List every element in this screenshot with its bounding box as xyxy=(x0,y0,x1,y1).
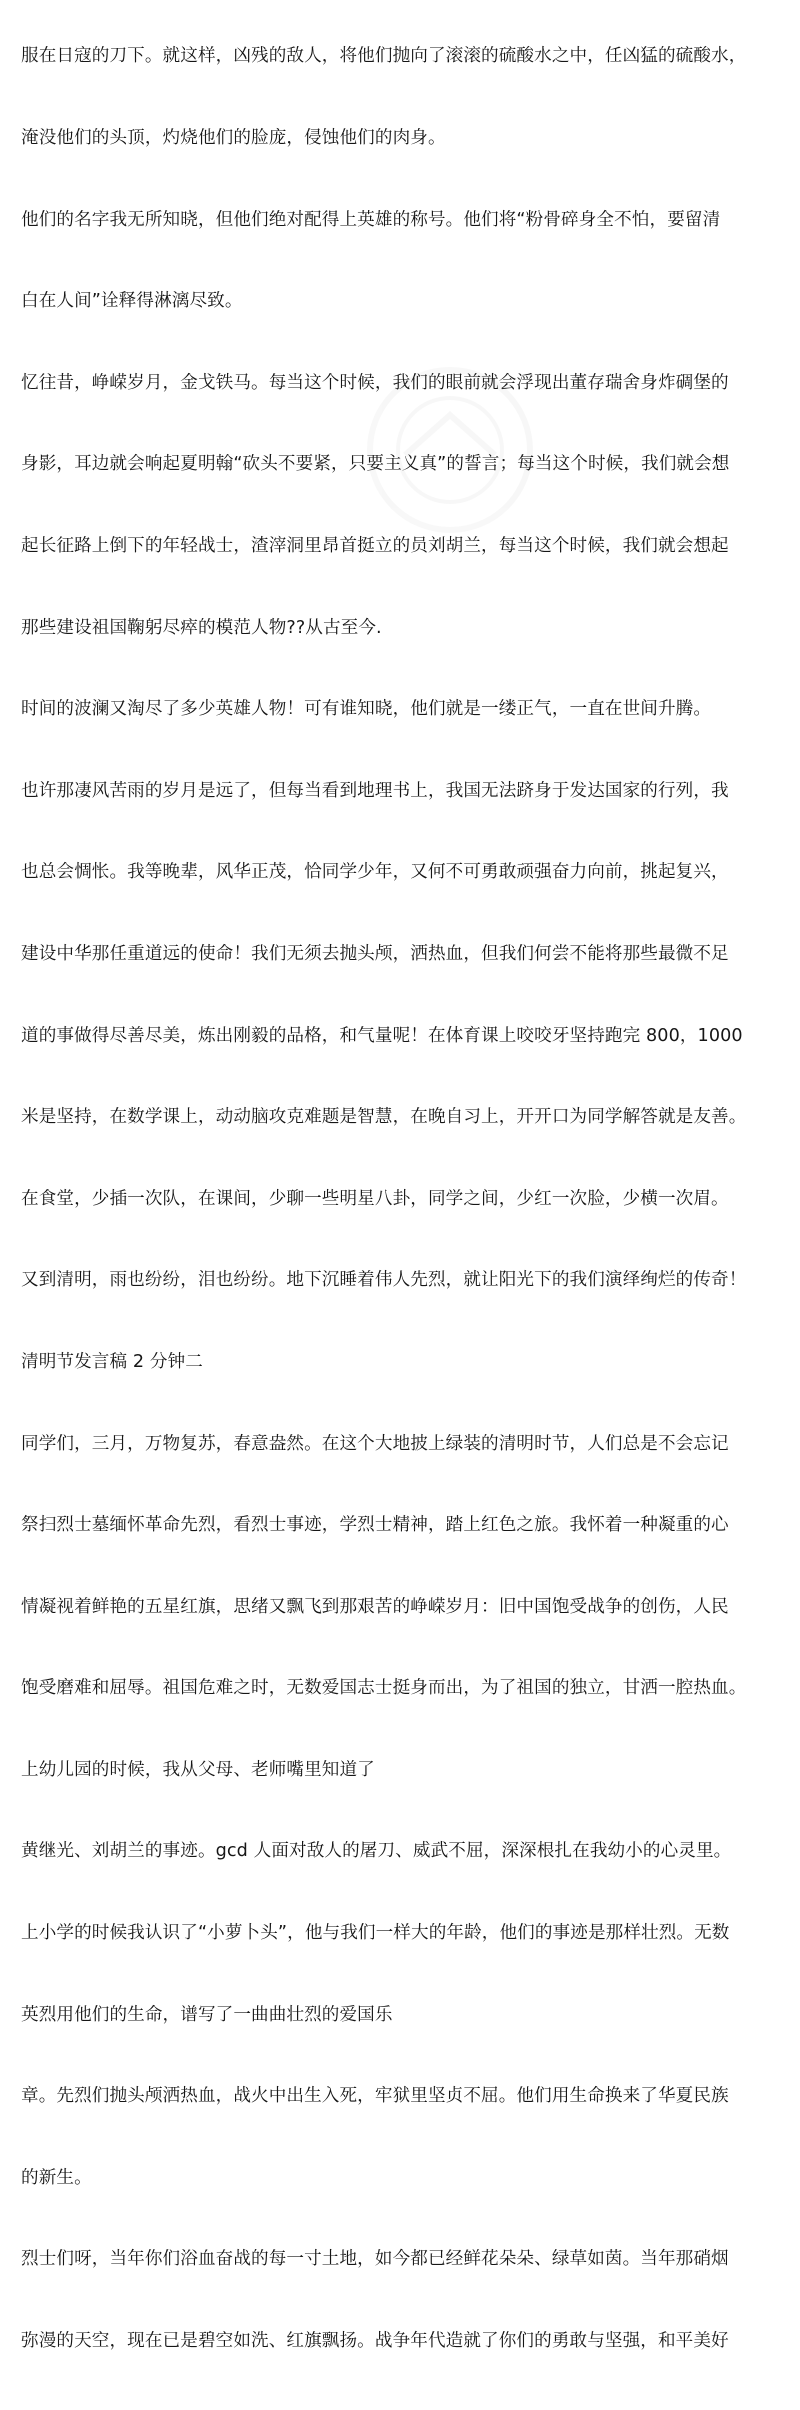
text-line: 那些建设祖国鞠躬尽瘁的模范人物??从古至今. xyxy=(21,617,382,638)
text-line: 也许那凄风苦雨的岁月是远了，但每当看到地理书上，我国无法跻身于发达国家的行列，我 xyxy=(21,780,729,801)
text-line: 淹没他们的头顶，灼烧他们的脸庞，侵蚀他们的肉身。 xyxy=(21,128,446,148)
text-line: 英烈用他们的生命，谱写了一曲曲壮烈的爱国乐 xyxy=(21,2004,393,2025)
text-line: 米是坚持，在数学课上，动动脑攻克难题是智慧，在晚自习上，开开口为同学解答就是友善。 xyxy=(21,1107,747,1128)
text-line: 他们的名字我无所知晓，但他们绝对配得上英雄的称号。他们将“粉骨碎身全不怕，要留清 xyxy=(21,209,721,230)
text-line: 在食堂，少插一次队，在课间，少聊一些明星八卦，同学之间，少红一次脸，少横一次眉。 xyxy=(21,1188,729,1209)
text-line: 时间的波澜又淘尽了多少英雄人物！可有谁知晓，他们就是一缕正气，一直在世间升腾。 xyxy=(21,699,712,720)
text-line: 黄继光、刘胡兰的事迹。gcd 人面对敌人的屠刀、威武不屈，深深根扎在我幼小的心灵里。 xyxy=(21,1841,732,1862)
text-line: 又到清明，雨也纷纷，泪也纷纷。地下沉睡着伟人先烈，就让阳光下的我们演绎绚烂的传奇！ xyxy=(21,1270,747,1291)
text-line: 烈士们呀，当年你们浴血奋战的每一寸土地，如今都已经鲜花朵朵、绿草如茵。当年那硝烟 xyxy=(21,2249,729,2270)
text-line: 情凝视着鲜艳的五星红旗，思绪又飘飞到那艰苦的峥嵘岁月：旧中国饱受战争的创伤，人民 xyxy=(21,1596,729,1617)
section-heading: 清明节发言稿 2 分钟二 xyxy=(21,1351,203,1372)
text-line: 忆往昔，峥嵘岁月，金戈铁马。每当这个时候，我们的眼前就会浮现出董存瑞舍身炸碉堡的 xyxy=(21,372,729,393)
text-line: 的新生。 xyxy=(21,2167,92,2188)
text-line: 上小学的时候我认识了“小萝卜头”，他与我们一样大的年龄，他们的事迹是那样壮烈。无数 xyxy=(21,1923,730,1944)
text-line: 白在人间”诠释得淋漓尽致。 xyxy=(21,291,243,312)
text-line: 弥漫的天空，现在已是碧空如洗、红旗飘扬。战争年代造就了你们的勇敢与坚强，和平美好 xyxy=(21,2331,729,2352)
text-line: 饱受磨难和屈辱。祖国危难之时，无数爱国志士挺身而出，为了祖国的独立，甘洒一腔热血。 xyxy=(21,1678,747,1699)
text-line: 同学们，三月，万物复苏，春意盎然。在这个大地披上绿装的清明时节，人们总是不会忘记 xyxy=(21,1433,729,1454)
text-line: 上幼儿园的时候，我从父母、老师嘴里知道了 xyxy=(21,1759,375,1780)
text-line: 章。先烈们抛头颅洒热血，战火中出生入死，牢狱里坚贞不屈。他们用生命换来了华夏民族 xyxy=(21,2086,729,2107)
text-line: 也总会惆怅。我等晚辈，风华正茂，恰同学少年，又何不可勇敢顽强奋力向前，挑起复兴， xyxy=(21,862,729,883)
text-line: 道的事做得尽善尽美，炼出刚毅的品格，和气量呢！在体育课上咬咬牙坚持跑完 800，1000 xyxy=(21,1025,743,1046)
document-body xyxy=(21,0,785,2410)
text-line: 建设中华那任重道远的使命！我们无须去抛头颅，洒热血，但我们何尝不能将那些最微不足 xyxy=(21,943,729,964)
text-line: 起长征路上倒下的年轻战士，渣滓洞里昂首挺立的员刘胡兰，每当这个时候，我们就会想起 xyxy=(21,535,729,556)
text-line: 身影，耳边就会响起夏明翰“砍头不要紧，只要主义真”的誓言；每当这个时候，我们就会想 xyxy=(21,454,730,475)
text-line: 服在日寇的刀下。就这样，凶残的敌人，将他们抛向了滚滚的硫酸水之中，任凶猛的硫酸水， xyxy=(21,46,747,67)
text-line: 祭扫烈士墓缅怀革命先烈，看烈士事迹，学烈士精神，踏上红色之旅。我怀着一种凝重的心 xyxy=(21,1515,729,1536)
